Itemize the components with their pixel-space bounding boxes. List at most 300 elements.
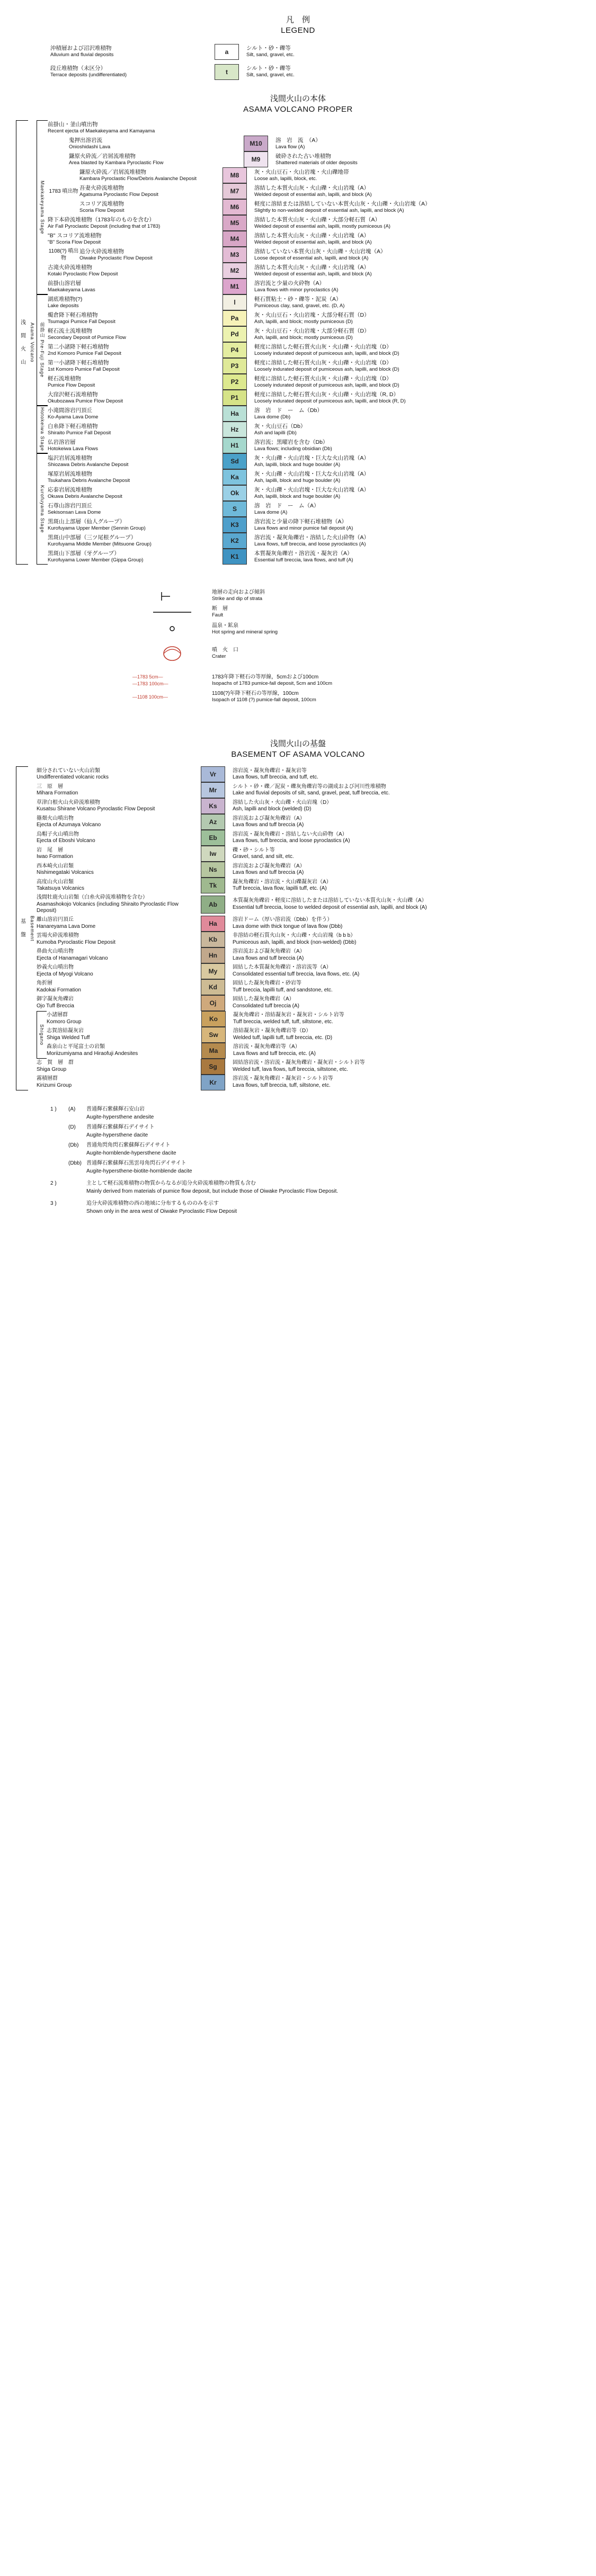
footnote: 2 ) 主として軽石流堆積物の物質からなるが追分火砕流堆積物の物質も含む Mainly derived from materials of pumice flow deposit, but include those of Oiwake Pyroclastic Flow Deposit. [50, 1180, 339, 1194]
unit-desc: 固結した凝灰角礫岩・砂岩等 Tuff breccia, lapilli tuff, and sandstone, etc. [233, 980, 333, 993]
unit-desc: 溶結凝灰岩・凝灰角礫岩等（D） Welded tuff, lapilli tuff, tuff breccia, etc. (D) [233, 1028, 333, 1041]
isopach-1108-icon: ―1108 100cm― [132, 694, 168, 700]
legend-row [48, 374, 546, 390]
symbol-box: P2 [223, 374, 247, 390]
unit-desc: 溶 岩 ド ー ム（Db） Lava dome (Db) [254, 407, 323, 420]
unit-desc: 溶結していない本質火山灰・火山礫・火山岩塊（A） Loose deposit of essential ash, lapilli, and block (A) [254, 248, 386, 261]
symbol-box: Pa [223, 310, 247, 326]
legend-row [48, 390, 546, 406]
legend-row [37, 878, 546, 893]
symbol-box: Ks [201, 798, 225, 814]
footnotes [0, 1090, 596, 1249]
symbol-box: t [215, 64, 239, 80]
unit-desc: 溶岩流および凝灰角礫岩（A） Lava flows and tuff breccia (A) [233, 863, 305, 876]
unit-symbol [198, 814, 228, 830]
unit-name: 霧積層群 Kirizumi Group [37, 1076, 72, 1088]
unit-symbol [219, 469, 250, 485]
unit-desc: 灰・火山礫・火山岩塊・巨大な火山岩塊（A） Ash, lapilli, block and huge boulder (A) [254, 486, 370, 499]
unit-desc: 溶岩流と少量の降下軽石堆積物（A） Lava flows and minor pumice fall deposit (A) [254, 518, 353, 531]
symbol-fault: 断 層 Fault [132, 605, 546, 619]
unit-name-en: Alluvium and fluvial deposits [50, 52, 114, 58]
unit-desc: 非溶結の軽石質火山灰・火山礫・火山岩塊（b b b） Pumiceous ash, lapilli, and block (non-welded) (Dbb) [233, 933, 357, 945]
unit-desc: 軽度に溶結した軽石質火山灰・火山礫・火山岩塊（D） Loosely indurated deposit of pumiceous ash, lapilli, and block (D) [254, 343, 399, 356]
symbol-box: M10 [244, 136, 268, 151]
unit-symbol [198, 798, 228, 814]
unit-symbol [211, 64, 242, 80]
symbol-box: Sd [223, 453, 247, 469]
legend-row [37, 830, 546, 846]
symbol-box: Ha [223, 406, 247, 422]
unit-symbol [219, 358, 250, 374]
unit-name: 妙義火山噴出物 Ejecta of Myogi Volcano [37, 964, 93, 977]
symbol-box: Ma [201, 1043, 226, 1059]
symbol-box: P4 [223, 342, 247, 358]
symbol-box: Ka [223, 469, 247, 485]
unit-desc: 灰・火山豆石・火山岩塊・大部分軽石質（D） Ash, lapilli, and block; mostly pumiceous (D) [254, 327, 370, 341]
unit-desc: 固結した凝灰角礫岩（A） Consolidated tuff breccia (A) [233, 996, 299, 1009]
unit-desc: 溶 岩 ド ー ム（A） Lava dome (A) [254, 502, 319, 515]
legend-row [37, 893, 546, 916]
legend-row [48, 549, 546, 565]
legend-row-header [48, 120, 546, 136]
symbol-box: l [223, 294, 247, 310]
symbol-box: Ko [201, 1011, 226, 1027]
unit-name: 追分火砕流堆積物 Oiwake Pyroclastic Flow Deposit [79, 248, 153, 261]
unit-symbol [219, 485, 250, 501]
isopach-1783-icon: ―1783 5cm― ―1783 100cm― [132, 674, 168, 686]
symbol-box: Az [201, 814, 225, 830]
unit-name: 第二小諸降下軽石堆積物 2nd Komoro Pumice Fall Deposit [48, 343, 121, 356]
unit-desc: 溶結した本質火山灰・火山礫・大部分軽石質（A） Welded deposit of essential ash, lapilli, mostly pumiceous (A) [254, 216, 390, 229]
symbol-box: M8 [223, 167, 247, 183]
symbol-box: M1 [223, 279, 247, 294]
symbol-box: Pd [223, 326, 247, 342]
symbol-strike-dip: 地層の走向および傾斜 Strike and dip of strata [132, 589, 546, 602]
unit-symbol [219, 501, 250, 517]
unit-symbol [198, 846, 228, 862]
unit-name: 鎌原火砕流／岩屑流堆積物 Area blasted by Kambara Pyroclastic Flow [69, 153, 164, 166]
footnote: (Dbb) 普通輝石紫蘇輝石黒雲母角閃石デイサイト Augite-hypersthene-biotite-hornblende dacite [68, 1160, 192, 1174]
spring-icon [132, 624, 212, 633]
legend-row [48, 136, 546, 151]
unit-symbol [198, 782, 228, 798]
unit-name: 吾妻火砕流堆積物 Agatsuma Pyroclastic Flow Deposit [79, 184, 158, 198]
symbol-box: M5 [223, 215, 247, 231]
legend-row [47, 1011, 546, 1027]
symbol-box: K1 [223, 549, 247, 565]
legend-row [48, 358, 546, 374]
stage-bar-kurofuyama [37, 453, 48, 565]
legend-row [50, 44, 546, 60]
unit-desc: 灰・火山豆石（Db） Ash and lapilli (Db) [254, 423, 306, 436]
unit-symbol [219, 294, 250, 310]
legend-row [37, 995, 546, 1011]
group-1108 [48, 247, 546, 263]
unit-name: 西本崎火山岩類 Nishimegataki Volcanics [37, 863, 94, 876]
legend-row [48, 310, 546, 326]
symbol-box: Sg [201, 1059, 225, 1075]
basement-body [0, 763, 596, 1090]
unit-desc: シルト・砂・礫／泥炭・礫灰角礫岩等の湖成および河川性堆積物 Lake and fluvial deposits of silt, sand, gravel, peat, tuff breccia, etc. [233, 783, 390, 797]
unit-name: 細分されていない火山岩類 Undifferentiated volcanic rocks [37, 767, 109, 781]
unit-symbol [198, 1043, 229, 1059]
legend-title-en: LEGEND [281, 26, 315, 35]
legend-row [48, 151, 546, 167]
basement-title-jp: 浅間火山の基盤 [270, 739, 326, 748]
unit-symbol [219, 517, 250, 533]
unit-name: 烏帽子火山噴出物 Ejecta of Eboshi Volcano [37, 831, 95, 844]
unit-name: 鎌原火砕流／岩屑流堆積物 Kambara Pyroclastic Flow/Debris Avalanche Deposit [79, 168, 197, 182]
unit-symbol [219, 390, 250, 406]
fault-icon [132, 609, 212, 615]
symbol-box: M4 [223, 231, 247, 247]
unit-name: 石尊山溶岩円頂丘 Sekisonsan Lava Dome [48, 502, 101, 515]
legend-row [79, 167, 546, 183]
unit-name: 古滝火砕流堆積物 Kotaki Pyroclastic Flow Deposit [48, 264, 118, 277]
legend-title-jp: 凡 例 [286, 15, 310, 24]
unit-symbol-empty [219, 120, 250, 136]
unit-desc: 固結した本質凝灰角礫岩・溶岩流等（A） Consolidated essential tuff breccia, lava flows, etc. (A) [233, 964, 360, 977]
symbol-box: M6 [223, 199, 247, 215]
unit-desc: 溶岩流；黒曜岩を含む（Db） Lava flows; including obsidian (Db) [254, 439, 332, 452]
unit-symbol [219, 533, 250, 549]
symbol-box: a [215, 44, 239, 60]
unit-desc: 溶岩流・凝灰角礫岩・溶結した火山砕物（A） Lava flows, tuff breccia, and loose pyroclastics (A) [254, 534, 370, 547]
unit-symbol [219, 183, 250, 199]
unit-name: 鬼押出溶岩流 Onioshidashi Lava [69, 137, 111, 150]
unit-symbol [198, 995, 228, 1011]
symbol-box: M2 [223, 263, 247, 279]
crater-icon [132, 643, 212, 664]
legend-row [37, 782, 546, 798]
symbol-box: Kd [201, 979, 225, 995]
basement-label-bar [16, 766, 28, 1090]
unit-desc: 軽度に溶結した軽石質火山灰・火山礫・火山岩塊（D） Loosely indurated deposit of pumiceous ash, lapilli, and block (D) [254, 375, 399, 388]
stage-premaekake [37, 294, 546, 406]
symbol-box: Kr [201, 1075, 225, 1090]
basement-rows [37, 766, 546, 1090]
stage-label-kurofuyama: Kurofuyama Stage [40, 485, 45, 533]
unit-desc: 灰・火山礫・火山岩塊・巨大な火山岩塊（A） Ash, lapilli, block and huge boulder (A) [254, 470, 370, 484]
unit-name: 降下本砕流堆積物（1783年のものを含む） Air Fall Pyroclastic Deposit (including that of 1783) [48, 216, 161, 229]
unit-symbol [198, 1059, 228, 1075]
stage-bar-maekake [37, 120, 48, 294]
legend-row [37, 1059, 546, 1075]
unit-symbol [219, 453, 250, 469]
basement-label-en-wrap [28, 766, 37, 1090]
unit-name: 湖底堆積物(?) Lake deposits [48, 296, 83, 309]
proper-title [0, 80, 596, 119]
legend-row [79, 183, 546, 199]
unit-desc: 固結溶岩流・溶岩流・凝灰角礫岩・凝灰岩・シルト岩等 Welded tuff, lava flows, tuff breccia, siltstone, etc. [233, 1060, 365, 1072]
unit-symbol [198, 1011, 229, 1027]
symbol-box: Mr [201, 782, 225, 798]
legend-row [48, 453, 546, 469]
legend-row [37, 846, 546, 862]
unit-desc: 灰・火山豆石・火山岩塊・火山礫地帯 Loose ash, lapilli, block, etc. [254, 168, 349, 182]
legend-row [37, 766, 546, 782]
symbol-box: M3 [223, 247, 247, 263]
symbol-box: Hn [201, 947, 225, 963]
symbol-box: Kb [201, 932, 225, 947]
unit-name: 白糸降下軽石堆積物 Shiraito Pumice Fall Deposit [48, 423, 111, 436]
legend-row [48, 485, 546, 501]
symbol-box: My [201, 963, 225, 979]
unit-name: 塚原岩屑流堆積物 Tsukahara Debris Avalanche Deposit [48, 470, 130, 484]
unit-desc: 溶岩流・凝灰角礫岩・溶結しない火山砕物（A） Lava flows, tuff breccia, and loose pyroclastics (A) [233, 831, 350, 844]
basement-label-en: Basement [30, 915, 35, 942]
symbol-box: Hz [223, 422, 247, 437]
legend-row [48, 231, 546, 247]
unit-desc: 灰・火山豆石・火山岩塊・大部分軽石質（D） Ash, lapilli, and block; mostly pumiceous (D) [254, 311, 370, 325]
unit-name: 岩 尾 層 Iwao Formation [37, 847, 73, 860]
symbol-box: H1 [223, 437, 247, 453]
unit-name: 雲場火砕流堆積物 Kumoba Pyroclastic Flow Deposit [37, 933, 115, 945]
group-1108-label: 1108(?) 噴出物 [48, 248, 79, 261]
legend-row [79, 199, 546, 215]
stage-label-maekake-en: Maekakeyama Stage [40, 180, 45, 235]
group-shigano [37, 1011, 546, 1059]
unit-symbol [219, 199, 250, 215]
unit-symbol [219, 437, 250, 453]
symbol-box: Ns [201, 862, 225, 878]
unit-name: 黒斑山中部層（三ツ尾根グループ） Kurofuyama Middle Member (Mitsuone Group) [48, 534, 152, 547]
unit-name: 三 原 層 Mihara Formation [37, 783, 78, 797]
unit-name: 志賀溶結凝灰岩 Shiga Welded Tuff [47, 1028, 90, 1041]
unit-symbol [198, 1027, 229, 1043]
stage-bar-prefuji [37, 294, 48, 406]
unit-name: 御字凝灰角礫岩 Ojo Tuff Breccia [37, 996, 74, 1009]
symbol-spring: 温泉・鉱泉 Hot spring and mineral spring [132, 622, 546, 636]
unit-desc: シルト・砂・礫等 Silt, sand, gravel, etc. [246, 45, 295, 58]
unit-desc: 溶結した本質火山灰・火山礫・火山岩塊（A） Welded deposit of essential ash, lapilli, and block (A) [254, 232, 372, 245]
unit-symbol [219, 549, 250, 565]
unit-symbol [219, 231, 250, 247]
legend-title [0, 0, 596, 40]
unit-desc: 軽度に溶結した軽石質火山灰・火山礫・火山岩塊（D） Loosely indurated deposit of pumiceous ash, lapilli, and block (D) [254, 359, 399, 372]
symbol-crater: 噴 火 口 Crater [132, 643, 546, 664]
unit-name: 塩沢岩屑流堆積物 Shiozawa Debris Avalanche Deposit [48, 454, 129, 468]
unit-desc: 溶岩流および凝灰角礫岩（A） Lava flows and tuff breccia (A) [233, 815, 305, 828]
symbol-isopach-1783: ―1783 5cm― ―1783 100cm― 1783年降下軽石の等厚線，5cmおよび100cm Isopachs of 1783 pumice-fall deposit, 5cm and 100cm [132, 674, 333, 687]
unit-desc: 溶岩流・凝灰角礫岩・凝灰岩・シルト岩等 Lava flows, tuff breccia, tuff, siltstone, etc. [233, 1076, 333, 1088]
unit-symbol [198, 1075, 228, 1090]
legend-row [48, 533, 546, 549]
legend-row [37, 862, 546, 878]
symbol-box: K3 [223, 517, 247, 533]
group-shigano-bar: Shigano [37, 1011, 47, 1059]
unit-name: 第一小諸降下軽石堆積物 1st Komoro Pumice Fall Deposit [48, 359, 120, 372]
unit-name: 森泉山と平尾富士の岩類 Moriizumiyama and Hiraofuji Andesites [47, 1044, 138, 1057]
symbol-isopach-1108: ―1108 100cm― 1108(?)年降下軽石の等厚線，100cm Isopach of 1108 (?) pumice-fall deposit, 100cm [132, 691, 316, 703]
legend-row [37, 814, 546, 830]
basement-title-en: BASEMENT OF ASAMA VOLCANO [231, 749, 365, 759]
unit-desc-empty [250, 120, 546, 136]
stage-maekakeyama [37, 120, 546, 294]
legend-row [48, 342, 546, 358]
unit-symbol [198, 862, 228, 878]
unit-symbol [198, 947, 228, 963]
unit-name: 角折層 Kadokai Formation [37, 980, 81, 993]
legend-row [48, 279, 546, 294]
symbol-box: Iw [201, 846, 225, 862]
symbol-box: Oj [201, 995, 225, 1011]
unit-desc: 灰・火山礫・火山岩塊・巨大な火山岩塊（A） Ash, lapilli, block and huge boulder (A) [254, 454, 370, 468]
unit-name: 離山溶岩円頂丘 Hanareyama Lava Dome [37, 917, 96, 929]
legend-row [50, 64, 546, 80]
legend-row [48, 501, 546, 517]
symbol-box: Vr [201, 766, 225, 782]
proper-body [0, 118, 596, 565]
map-symbols [0, 565, 596, 704]
legend-surficial-rows [0, 40, 596, 80]
basement-label-jp: 基 盤 [19, 918, 25, 938]
footnote: (Db) 普通角閃角閃石紫蘇輝石デイサイト Augite-hornblende-hypersthene dacite [68, 1142, 176, 1156]
proper-title-jp: 浅間火山の本体 [270, 94, 326, 103]
stage-hotokeiwa [37, 406, 546, 453]
unit-desc: 本質凝灰角礫岩・軽度に溶結したまたは溶結していない本質火山灰・火山礫（A） Essential tuff breccia, loose to welded deposit of essential ash, lapilli, and block (A) [233, 898, 427, 910]
legend-row [48, 437, 546, 453]
footnote: (D) 普通輝石紫蘇輝石デイサイト Augite-hypersthene dacite [68, 1124, 155, 1138]
unit-symbol [219, 279, 250, 294]
unit-name: 小諸層群 Komoro Group [47, 1012, 82, 1025]
unit-desc: シルト・砂・礫等 Silt, sand, gravel, etc. [246, 65, 295, 78]
symbol-box: Ok [223, 485, 247, 501]
volcano-label-bar [16, 120, 28, 565]
unit-name: 志 賀 層 群 Shiga Group [37, 1060, 74, 1072]
unit-name: 大窪沢軽石流堆積物 Okubozawa Pumice Flow Deposit [48, 391, 123, 404]
legend-row [37, 798, 546, 814]
unit-name: 軽石流堆積物 Pumice Flow Deposit [48, 375, 95, 388]
unit-name: 前掛山溶岩層 Maekakeyama Lavas [48, 280, 95, 293]
unit-symbol [198, 830, 228, 846]
stage-kurofuyama [37, 453, 546, 565]
symbol-box: P3 [223, 358, 247, 374]
basement-title [0, 707, 596, 764]
symbol-box: Tk [201, 878, 225, 893]
unit-symbol [198, 893, 228, 916]
unit-symbol [211, 44, 242, 60]
unit-symbol [219, 374, 250, 390]
legend-row [48, 215, 546, 231]
legend-row [37, 916, 546, 932]
strike-dip-icon [132, 590, 212, 602]
unit-desc: 本質凝灰角礫岩・溶岩流・凝灰岩（A） Essential tuff breccia, lava flows, and tuff (A) [254, 550, 353, 563]
unit-symbol [219, 326, 250, 342]
unit-name: 軽石流土流堆積物 Secondary Deposit of Pumice Flow [48, 327, 126, 341]
symbol-box: Sw [201, 1027, 226, 1043]
legend-row [37, 932, 546, 947]
unit-name: 小滝間溶岩円頂丘 Ko-Ayama Lava Dome [48, 407, 99, 420]
unit-name: 前掛山・釜山噴出物 Recent ejecta of Maekakeyama and Kamayama [48, 121, 155, 135]
volcano-label-en: Asama Volcano [30, 322, 35, 363]
stage-bar-hotokeiwa [37, 406, 48, 453]
volcano-label-en-wrap [28, 120, 37, 565]
symbol-box: S [223, 501, 247, 517]
unit-symbol [198, 979, 228, 995]
unit-name [50, 44, 211, 60]
legend-row [37, 963, 546, 979]
unit-desc: 軽度に溶結または溶結していない本質火山灰・火山礫・火山岩塊（A） Slightly to non-welded deposit of essential ash, lapilli, and block (A) [254, 200, 431, 213]
legend-row [48, 517, 546, 533]
unit-symbol [198, 916, 228, 932]
unit-symbol [198, 878, 228, 893]
legend-row [47, 1027, 546, 1043]
legend-row [48, 263, 546, 279]
unit-name: 仏岩溶岩層 Hotokeiwa Lava Flows [48, 439, 99, 452]
unit-desc: 軽石質粘土・砂・礫等・泥炭（A） Pumiceous clay, sand, gravel, etc. (D, A) [254, 296, 345, 309]
unit-symbol [219, 342, 250, 358]
group-1783 [48, 167, 546, 215]
unit-name: 段丘堆積物（未区分） Terrace deposits (undifferentiated) [50, 65, 127, 78]
unit-desc: 溶岩ドーム（厚い溶岩流（Dbb）を伴う） Lava dome with thick tongue of lava flow (Dbb) [233, 917, 343, 929]
unit-name: 高度山火山岩類 Takatsuya Volcanics [37, 879, 85, 892]
unit-symbol [219, 215, 250, 231]
unit-name: "B" スコリア流堆積物 "B" Scoria Flow Deposit [48, 232, 102, 245]
unit-symbol [219, 167, 250, 183]
footnote: 1 ) (A) 普通輝石紫蘇輝石安山岩 Augite-hypersthene andesite [50, 1106, 154, 1120]
legend-row [79, 247, 546, 263]
unit-symbol [219, 247, 250, 263]
unit-name: 燭倉降下軽石堆積物 Tsumagoi Pumice Fall Deposit [48, 311, 115, 325]
symbol-box: K2 [223, 533, 247, 549]
unit-symbol [241, 136, 271, 151]
stage-label-prefuji: 前掛山 Pre-Fuji Stage [39, 322, 45, 378]
stage-label-hotokeiwa: Hotokeiwa Stage [40, 407, 45, 452]
legend-row [48, 294, 546, 310]
unit-symbol [219, 263, 250, 279]
unit-symbol [198, 963, 228, 979]
unit-name: 篠畑火山噴出物 Ejecta of Azumaya Volcano [37, 815, 101, 828]
unit-symbol [219, 422, 250, 437]
unit-desc: 礫・砂・シルト等 Gravel, sand, and silt, etc. [233, 847, 294, 860]
unit-desc: 凝灰角礫岩・溶結凝灰岩・凝灰岩・シルト岩等 Tuff breccia, welded tuff, tuff, siltstone, etc. [233, 1012, 344, 1025]
unit-desc: 溶岩流・凝灰角礫岩・凝灰岩等 Lava flows, tuff breccia, and tuff, etc. [233, 767, 318, 781]
unit-desc: 溶岩流・凝灰角礫岩等（A） Lava flows and tuff breccia, etc. (A) [233, 1044, 316, 1057]
unit-name: 応泰岩屑流堆積物 Okuwa Debris Avalanche Deposit [48, 486, 122, 499]
unit-name: スコリア流堆積物 Scoria Flow Deposit [79, 200, 124, 213]
legend-row [48, 422, 546, 437]
unit-symbol [198, 766, 228, 782]
unit-desc: 溶岩流と少量の火砕物（A） Lava flows with minor pyroclastics (A) [254, 280, 339, 293]
legend-row [37, 947, 546, 963]
unit-desc: 溶結した火山灰・火山礫・火山岩塊（D） Ash, lapilli and block (welded) (D) [233, 799, 332, 812]
legend-row [37, 1075, 546, 1090]
unit-symbol [198, 932, 228, 947]
symbol-box: Ab [201, 896, 225, 914]
proper-title-en: ASAMA VOLCANO PROPER [243, 104, 353, 114]
unit-desc: 軽度に溶結した軽石質火山灰・火山礫・火山岩塊（R, D） Loosely indurated deposit of pumiceous ash, lapilli, and block (R, D) [254, 391, 406, 404]
legend-row [48, 326, 546, 342]
symbol-box: P1 [223, 390, 247, 406]
unit-symbol [219, 406, 250, 422]
legend-row [47, 1043, 546, 1059]
symbol-box: Ha [201, 916, 225, 932]
unit-name: 黒斑山下部層（牙グループ） Kurofuyama Lower Member (Gippa Group) [48, 550, 144, 563]
unit-desc: 凝灰角礫岩・溶岩流・火山礫凝灰岩（A） Tuff breccia, lava flow, lapilli tuff, etc. (A) [233, 879, 332, 892]
unit-name: 浅間牡鹿火山岩類（白糸火砕流堆積物を含む） Asamashokojo Volcanics (including Shiraito Pyroclastic Flow Deposit) [37, 895, 179, 914]
symbol-box: Eb [201, 830, 225, 846]
legend-row [37, 979, 546, 995]
footnote: 3 ) 追分火砕流堆積物の西の地域に分布するもののみを示す Shown only in the area west of Oiwake Pyroclastic Flow Deposit [50, 1200, 237, 1214]
unit-desc: 溶 岩 流 （A） Lava flow (A) [275, 137, 321, 150]
unit-name: 黒斑山上部層（仙人グループ） Kurofuyama Upper Member (Sennin Group) [48, 518, 146, 531]
unit-name: 草津白根火山火砕流堆積物 Kusatsu Shirane Volcano Pyroclastic Flow Deposit [37, 799, 155, 812]
unit-name-jp: 沖積層および沼沢堆積物 [50, 45, 112, 51]
legend-row [48, 406, 546, 422]
unit-symbol [219, 310, 250, 326]
unit-desc: 溶結した本質火山灰・火山礫・火山岩塊（A） Welded deposit of essential ash, lapilli, and block (A) [254, 264, 372, 277]
